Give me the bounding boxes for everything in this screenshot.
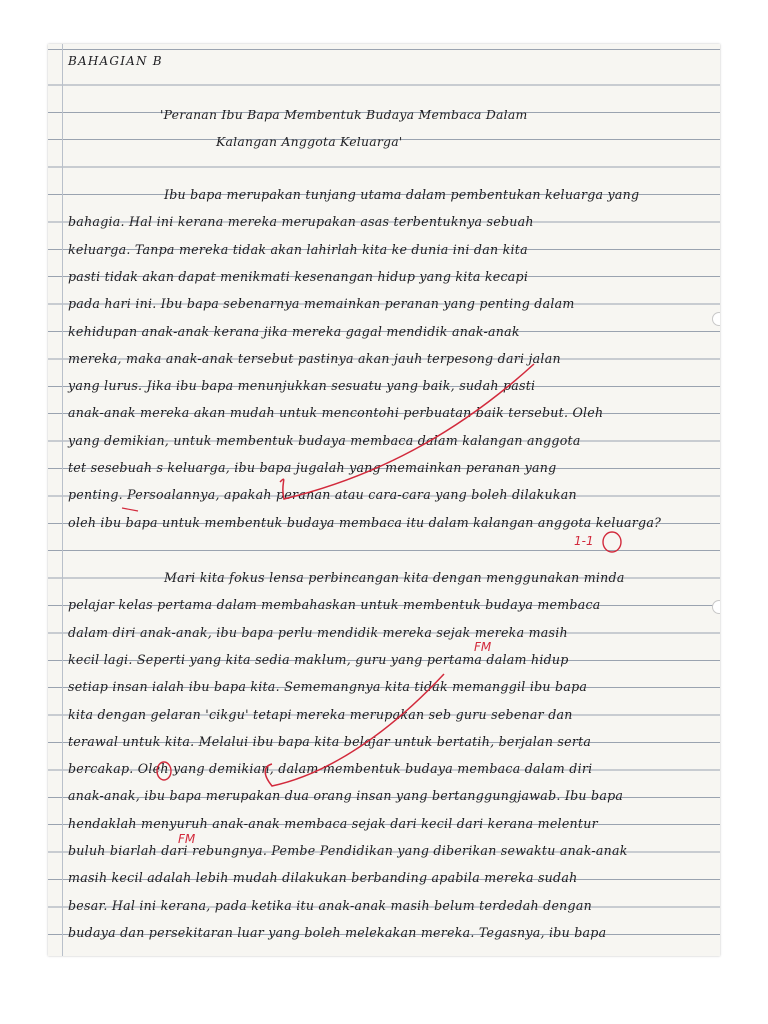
text-line: keluarga. Tanpa mereka tidak akan lahirlah kita ke dunia ini dan kita <box>68 241 528 257</box>
text-line: Mari kita fokus lensa perbincangan kita dengan menggunakan minda <box>164 570 625 585</box>
text-line: pada hari ini. Ibu bapa sebenarnya memainkan peranan yang penting dalam <box>68 296 575 312</box>
essay-title-line-2: Kalangan Anggota Keluarga' <box>216 134 403 149</box>
text-line: buluh biarlah dari rebungnya. Pembe Pendidikan yang diberikan sewaktu anak-anak <box>68 843 628 858</box>
text-line: penting. Persoalannya, apakah peranan atau cara-cara yang boleh dilakukan <box>68 487 577 503</box>
text-line: oleh ibu bapa untuk membentuk budaya membaca itu dalam kalangan anggota keluarga? <box>68 514 662 530</box>
section-heading: BAHAGIAN B <box>68 54 163 68</box>
text-line: pasti tidak akan dapat menikmati kesenangan hidup yang kita kecapi <box>68 268 529 284</box>
text-line: pelajar kelas pertama dalam membahaskan untuk membentuk budaya membaca <box>68 597 601 613</box>
score-mark: 1-1 <box>574 534 594 548</box>
text-line: kecil lagi. Seperti yang kita sedia maklum, guru yang pertama dalam hidup <box>68 651 569 667</box>
text-line: besar. Hal ini kerana, pada ketika itu anak-anak masih belum terdedah dengan <box>68 897 592 913</box>
text-line: tet sesebuah s keluarga, ibu bapa jugalah yang memainkan peranan yang <box>68 460 557 475</box>
text-line: setiap insan ialah ibu bapa kita. Sememangnya kita tidak memanggil ibu bapa <box>68 679 588 695</box>
fm-mark: FM <box>178 832 196 846</box>
check-mark-stroke-2 <box>265 674 444 786</box>
text-line: yang lurus. Jika ibu bapa menunjukkan sesuatu yang baik, sudah pasti <box>68 378 536 394</box>
lined-paper-sheet <box>48 44 720 956</box>
text-line: hendaklah menyuruh anak-anak membaca sejak dari kecil dari kerana melentur <box>68 815 598 831</box>
text-line: kehidupan anak-anak kerana jika mereka gagal mendidik anak-anak <box>68 323 520 339</box>
text-line: masih kecil adalah lebih mudah dilakukan berbanding apabila mereka sudah <box>68 870 578 886</box>
text-line: terawal untuk kita. Melalui ibu bapa kita belajar untuk bertatih, berjalan serta <box>68 733 592 749</box>
text-line: anak-anak mereka akan mudah untuk mencontohi perbuatan baik tersebut. Oleh <box>68 405 604 421</box>
text-line: mereka, maka anak-anak tersebut pastinya akan jauh terpesong dari jalan <box>68 350 561 366</box>
text-line: Ibu bapa merupakan tunjang utama dalam pembentukan keluarga yang <box>164 187 640 202</box>
underline-mark <box>122 508 138 511</box>
text-line: dalam diri anak-anak, ibu bapa perlu mendidik mereka sejak mereka masih <box>68 624 568 640</box>
text-line: yang demikian, untuk membentuk budaya membaca dalam kalangan anggota <box>68 432 581 448</box>
text-line: bahagia. Hal ini kerana mereka merupakan asas terbentuknya sebuah <box>68 214 534 230</box>
essay-title-line-1: 'Peranan Ibu Bapa Membentuk Budaya Membaca Dalam <box>160 107 528 122</box>
text-line: anak-anak, ibu bapa merupakan dua orang insan yang bertanggungjawab. Ibu bapa <box>68 788 624 804</box>
teacher-red-marks <box>48 44 720 956</box>
circle-mark <box>157 762 171 780</box>
text-line: bercakap. Oleh yang demikian, dalam membentuk budaya membaca dalam diri <box>68 761 593 777</box>
text-line: budaya dan persekitaran luar yang boleh melekakan mereka. Tegasnya, ibu bapa <box>68 924 607 940</box>
check-mark-stroke-1 <box>280 364 534 499</box>
score-circle <box>603 532 621 552</box>
text-line: kita dengan gelaran 'cikgu' tetapi mereka merupakan seb guru sebenar dan <box>68 706 573 722</box>
fm-mark: FM <box>474 640 492 654</box>
